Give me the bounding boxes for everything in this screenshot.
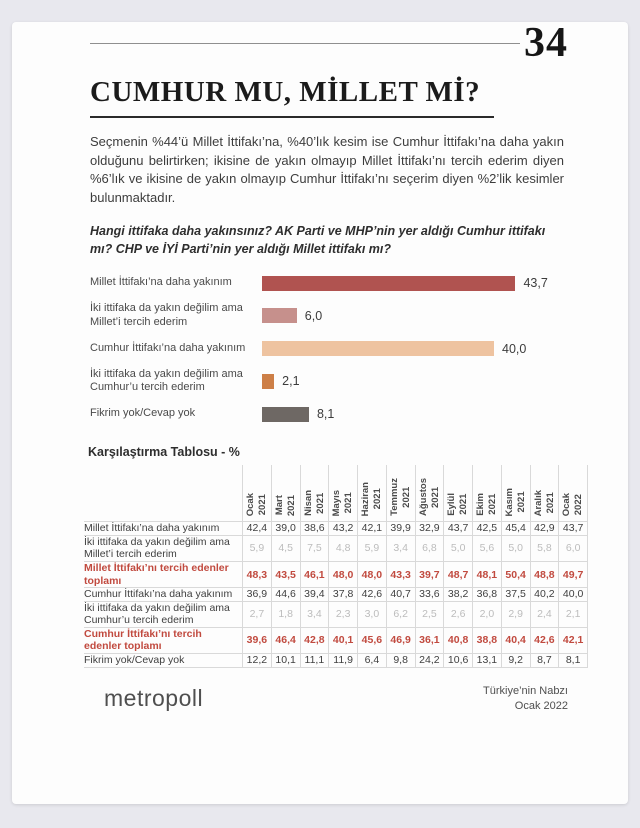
metropoll-logo: metropoll [104, 685, 204, 711]
chart-value-label: 43,7 [523, 276, 548, 291]
rotated-month-label [533, 490, 557, 516]
table-row [84, 588, 588, 602]
chart-bar [262, 276, 515, 291]
table-cell: 2,9 [501, 601, 530, 627]
table-cell: 6,8 [415, 535, 444, 561]
table-cell: 50,4 [501, 561, 530, 587]
page-number: 34 [524, 20, 568, 66]
table-cell: 8,7 [530, 654, 559, 668]
table-cell: 44,6 [271, 588, 300, 602]
month-year: 2021 [343, 492, 355, 514]
table-cell: 2,1 [559, 601, 588, 627]
table-cell: 48,3 [243, 561, 272, 587]
table-cell: 42,9 [530, 522, 559, 536]
table-cell: 42,8 [300, 627, 329, 653]
month-column-header [329, 465, 358, 522]
month-column-header [473, 465, 502, 522]
month-name: Mart [273, 495, 285, 516]
table-cell: 36,8 [473, 588, 502, 602]
title-block [90, 76, 564, 118]
month-year: 2021 [400, 486, 412, 508]
month-year: 2021 [515, 491, 527, 513]
table-cell: 37,8 [329, 588, 358, 602]
table-cell: 11,1 [300, 654, 329, 668]
month-year: 2021 [429, 486, 441, 508]
table-cell: 42,6 [358, 588, 387, 602]
month-column-header [559, 465, 588, 522]
month-year: 2021 [256, 493, 268, 516]
chart-row [90, 401, 564, 427]
table-cell: 5,9 [358, 535, 387, 561]
month-column-header [271, 465, 300, 522]
rotated-month-label [274, 495, 298, 516]
table-cell: 2,3 [329, 601, 358, 627]
table-cell: 6,0 [559, 535, 588, 561]
comparison-table [84, 465, 588, 668]
table-cell: 48,7 [444, 561, 473, 587]
table-cell: 2,6 [444, 601, 473, 627]
table-cell: 2,4 [530, 601, 559, 627]
table-cell: 38,6 [300, 522, 329, 536]
table-cell: 38,8 [473, 627, 502, 653]
chart-row [90, 302, 564, 330]
chart-value-label: 6,0 [304, 308, 323, 323]
month-column-header [444, 465, 473, 522]
comparison-table-header [84, 465, 588, 522]
report-page [12, 22, 628, 804]
footer-survey-name [483, 684, 568, 714]
table-cell: 48,0 [358, 561, 387, 587]
table-cell: 9,8 [386, 654, 415, 668]
table-cell: 40,0 [559, 588, 588, 602]
row-label: Cumhur İttifakı’nı tercih edenler toplamı [84, 627, 202, 653]
table-cell: 42,4 [243, 522, 272, 536]
table-cell: 40,1 [329, 627, 358, 653]
chart-row [90, 368, 564, 396]
rotated-month-label [418, 478, 442, 516]
table-cell: 48,1 [473, 561, 502, 587]
row-label: Millet İttifakı’na daha yakınım [84, 522, 220, 535]
table-cell: 39,9 [386, 522, 415, 536]
table-cell: 43,3 [386, 561, 415, 587]
table-cell: 11,9 [329, 654, 358, 668]
month-name: Ocak [561, 492, 573, 517]
chart-bar [262, 308, 297, 323]
month-name: Kasım [503, 487, 515, 517]
table-cell: 40,2 [530, 588, 559, 602]
chart-category-label: İki ittifaka da yakın değilim ama Cumhur’u tercih ederim [90, 367, 243, 394]
table-cell: 45,6 [358, 627, 387, 653]
table-row [84, 601, 588, 627]
chart-category-label: Millet İttifakı’na daha yakınım [90, 276, 232, 289]
month-year: 2021 [486, 494, 498, 516]
month-year: 2021 [371, 488, 383, 510]
header-row [84, 465, 588, 522]
page-title: CUMHUR MU, MİLLET Mİ? [90, 76, 494, 118]
chart-row [90, 270, 564, 296]
table-row [84, 627, 588, 653]
month-year: 2022 [573, 493, 585, 516]
row-label: Fikrim yok/Cevap yok [84, 654, 185, 667]
table-cell: 6,4 [358, 654, 387, 668]
chart-category-label: İki ittifaka da yakın değilim ama Millet’i tercih ederim [90, 302, 243, 328]
row-label: İki ittifaka da yakın değilim ama Millet’i tercih ederim [84, 535, 230, 561]
month-year: 2021 [544, 492, 556, 514]
rotated-month-label [446, 493, 470, 516]
table-cell: 43,5 [271, 561, 300, 587]
table-cell: 12,2 [243, 654, 272, 668]
month-name: Ekim [475, 493, 486, 517]
table-cell: 10,6 [444, 654, 473, 668]
footer-survey-title: Türkiye’nin Nabzı [483, 684, 568, 697]
table-cell: 3,4 [300, 601, 329, 627]
table-row [84, 654, 588, 668]
table-cell: 10,1 [271, 654, 300, 668]
table-cell: 49,7 [559, 561, 588, 587]
alliance-bar-chart [90, 270, 564, 427]
month-name: Aralık [532, 489, 544, 517]
month-column-header [300, 465, 329, 522]
row-label: Cumhur İttifakı’na daha yakınım [84, 588, 233, 601]
table-cell: 5,9 [243, 535, 272, 561]
table-cell: 42,1 [559, 627, 588, 653]
table-cell: 2,0 [473, 601, 502, 627]
header-corner-cell [84, 465, 243, 522]
month-year: 2021 [458, 494, 470, 516]
table-cell: 5,8 [530, 535, 559, 561]
rotated-month-label [303, 490, 327, 516]
table-cell: 1,8 [271, 601, 300, 627]
month-name: Mayıs [331, 489, 343, 517]
table-cell: 39,4 [300, 588, 329, 602]
month-name: Nisan [302, 490, 314, 517]
table-cell: 32,9 [415, 522, 444, 536]
table-cell: 2,5 [415, 601, 444, 627]
table-cell: 38,2 [444, 588, 473, 602]
chart-value-label: 8,1 [316, 407, 335, 422]
table-cell: 8,1 [559, 654, 588, 668]
chart-bar [262, 341, 494, 356]
table-cell: 46,1 [300, 561, 329, 587]
table-cell: 48,0 [329, 561, 358, 587]
page-number-rule [90, 43, 520, 44]
month-column-header [415, 465, 444, 522]
month-column-header [243, 465, 272, 522]
month-column-header [530, 465, 559, 522]
page-number-row [90, 22, 568, 64]
rotated-month-label [331, 490, 355, 516]
table-cell: 6,2 [386, 601, 415, 627]
chart-value-label: 40,0 [502, 341, 527, 356]
month-name: Ocak [245, 492, 256, 517]
table-cell: 13,1 [473, 654, 502, 668]
month-year: 2021 [314, 492, 326, 514]
rotated-month-label [561, 493, 585, 516]
month-name: Haziran [360, 481, 371, 517]
page-footer [90, 684, 568, 714]
chart-value-label: 2,1 [282, 374, 300, 389]
rotated-month-label [389, 478, 413, 516]
table-cell: 4,5 [271, 535, 300, 561]
comparison-table-title: Karşılaştırma Tablosu - % [88, 445, 240, 460]
month-column-header [386, 465, 415, 522]
table-cell: 33,6 [415, 588, 444, 602]
table-cell: 5,0 [444, 535, 473, 561]
row-label: İki ittifaka da yakın değilim ama Cumhur’u tercih ederim [84, 601, 230, 627]
table-row [84, 522, 588, 536]
month-year: 2021 [285, 494, 297, 517]
table-cell: 43,7 [559, 522, 588, 536]
chart-category-label: Cumhur İttifakı’na daha yakınım [90, 341, 246, 354]
month-name: Temmuz [388, 478, 400, 517]
table-row [84, 561, 588, 587]
table-cell: 9,2 [501, 654, 530, 668]
table-cell: 4,8 [329, 535, 358, 561]
table-row [84, 535, 588, 561]
chart-bar [262, 407, 309, 422]
month-name: Ağustos [417, 478, 429, 517]
table-cell: 43,2 [329, 522, 358, 536]
month-name: Eylül [446, 493, 458, 517]
rotated-month-label [245, 493, 269, 516]
table-cell: 5,0 [501, 535, 530, 561]
table-cell: 39,7 [415, 561, 444, 587]
chart-bar [262, 374, 274, 389]
table-cell: 39,0 [271, 522, 300, 536]
table-cell: 36,1 [415, 627, 444, 653]
table-cell: 39,6 [243, 627, 272, 653]
table-cell: 7,5 [300, 535, 329, 561]
rotated-month-label [360, 482, 384, 516]
table-cell: 40,8 [444, 627, 473, 653]
rotated-month-label [475, 493, 499, 516]
table-cell: 5,6 [473, 535, 502, 561]
table-cell: 48,8 [530, 561, 559, 587]
table-cell: 46,4 [271, 627, 300, 653]
table-cell: 3,0 [358, 601, 387, 627]
table-cell: 46,9 [386, 627, 415, 653]
table-cell: 45,4 [501, 522, 530, 536]
footer-survey-date: Ocak 2022 [514, 699, 568, 712]
table-cell: 40,7 [386, 588, 415, 602]
month-column-header [501, 465, 530, 522]
table-cell: 24,2 [415, 654, 444, 668]
table-cell: 36,9 [243, 588, 272, 602]
table-cell: 42,5 [473, 522, 502, 536]
month-column-header [358, 465, 387, 522]
table-cell: 42,1 [358, 522, 387, 536]
table-cell: 40,4 [501, 627, 530, 653]
chart-row [90, 336, 564, 362]
table-cell: 42,6 [530, 627, 559, 653]
survey-question: Hangi ittifaka daha yakınsınız? AK Parti ve MHP’nin yer aldığı Cumhur ittifakı mı? CHP ve İYİ Parti’nin yer aldığı Millet ittifakı mı? [90, 223, 546, 256]
table-cell: 2,7 [243, 601, 272, 627]
table-cell: 37,5 [501, 588, 530, 602]
table-cell: 3,4 [386, 535, 415, 561]
chart-category-label: Fikrim yok/Cevap yok [90, 407, 196, 420]
intro-paragraph: Seçmenin %44’ü Millet İttifakı’na, %40’lık kesim ise Cumhur İttifakı’na daha yakın olduğunu belirtirken; ikisine de yakın olmayıp Millet İttifakı’nı tercih ederim diyen %6’lık ve ikisine de yakın olmayıp Cumhur İttifakı’nı seçerim diyen %2’lik kesimler bulunmaktadır. [90, 134, 564, 206]
row-label: Millet İttifakı’nı tercih edenler toplamı [84, 561, 229, 587]
table-cell: 43,7 [444, 522, 473, 536]
rotated-month-label [504, 488, 528, 517]
comparison-table-body [84, 522, 588, 668]
